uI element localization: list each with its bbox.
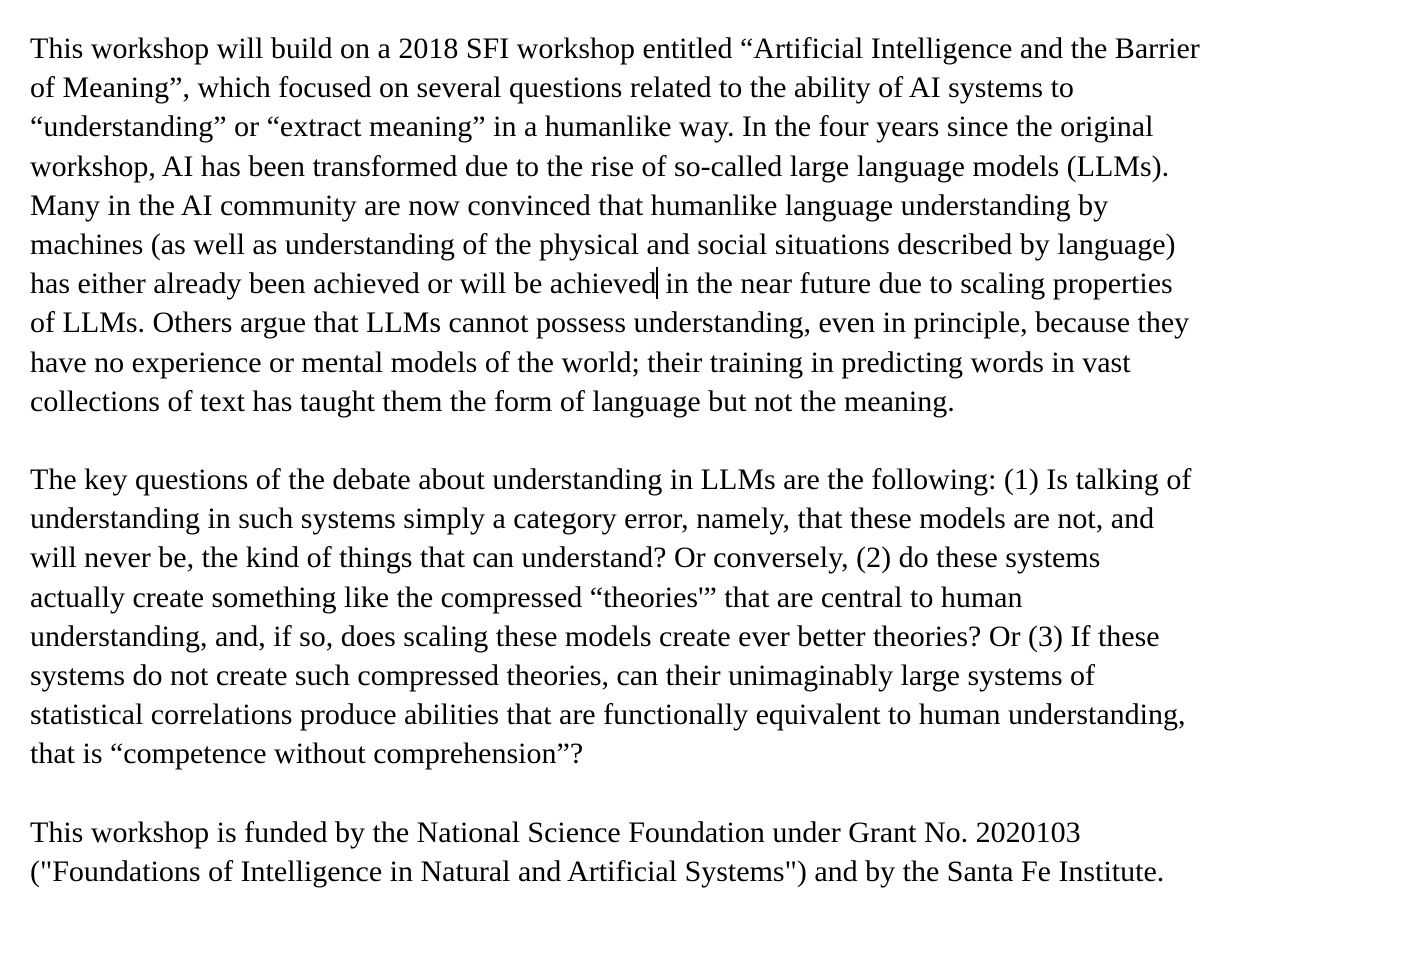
text-before-caret: has either already been achieved or will be achieved (30, 267, 657, 301)
text-line: of Meaning”, which focused on several questions related to the ability of AI systems to (30, 71, 1074, 105)
text-line: The key questions of the debate about understanding in LLMs are the following: (1) Is talking of (30, 463, 1192, 497)
text-line: have no experience or mental models of the world; their training in predicting words in vast (30, 345, 1131, 379)
text-line: statistical correlations produce abilities that are functionally equivalent to human understanding, (30, 698, 1186, 732)
text-line: that is “competence without comprehension”? (30, 737, 584, 771)
paragraph-spacer (30, 774, 1410, 813)
text-line: workshop, AI has been transformed due to the rise of so-called large language models (LLMs). (30, 149, 1170, 183)
text-line: understanding, and, if so, does scaling these models create ever better theories? Or (3) If these (30, 619, 1160, 653)
text-line: ("Foundations of Intelligence in Natural and Artificial Systems") and by the Santa Fe Institute. (30, 854, 1165, 888)
text-line: will never be, the kind of things that can understand? Or conversely, (2) do these systems (30, 541, 1101, 575)
paragraph-funding[interactable] (30, 813, 1410, 891)
text-line: machines (as well as understanding of the physical and social situations described by language) (30, 227, 1176, 261)
text-line: “understanding” or “extract meaning” in a humanlike way. In the four years since the original (30, 110, 1154, 144)
text-line-with-caret (30, 264, 1410, 303)
paragraph-key-questions[interactable] (30, 460, 1410, 774)
text-line: collections of text has taught them the form of language but not the meaning. (30, 384, 955, 418)
text-line: systems do not create such compressed theories, can their unimaginably large systems of (30, 659, 1095, 692)
paragraph-spacer (30, 421, 1410, 460)
text-line: understanding in such systems simply a category error, namely, that these models are not, and (30, 502, 1155, 536)
text-line: This workshop will build on a 2018 SFI workshop entitled “Artificial Intelligence and the Barrier (30, 32, 1200, 65)
document-body[interactable] (30, 29, 1410, 891)
text-line: Many in the AI community are now convinced that humanlike language understanding by (30, 188, 1109, 222)
paragraph-workshop-background[interactable] (30, 29, 1410, 421)
text-line: of LLMs. Others argue that LLMs cannot possess understanding, even in principle, because they (30, 306, 1190, 340)
text-line: This workshop is funded by the National Science Foundation under Grant No. 2020103 (30, 815, 1081, 849)
text-line: actually create something like the compressed “theories'” that are central to human (30, 580, 1023, 614)
text-after-caret: in the near future due to scaling properties (657, 267, 1173, 301)
